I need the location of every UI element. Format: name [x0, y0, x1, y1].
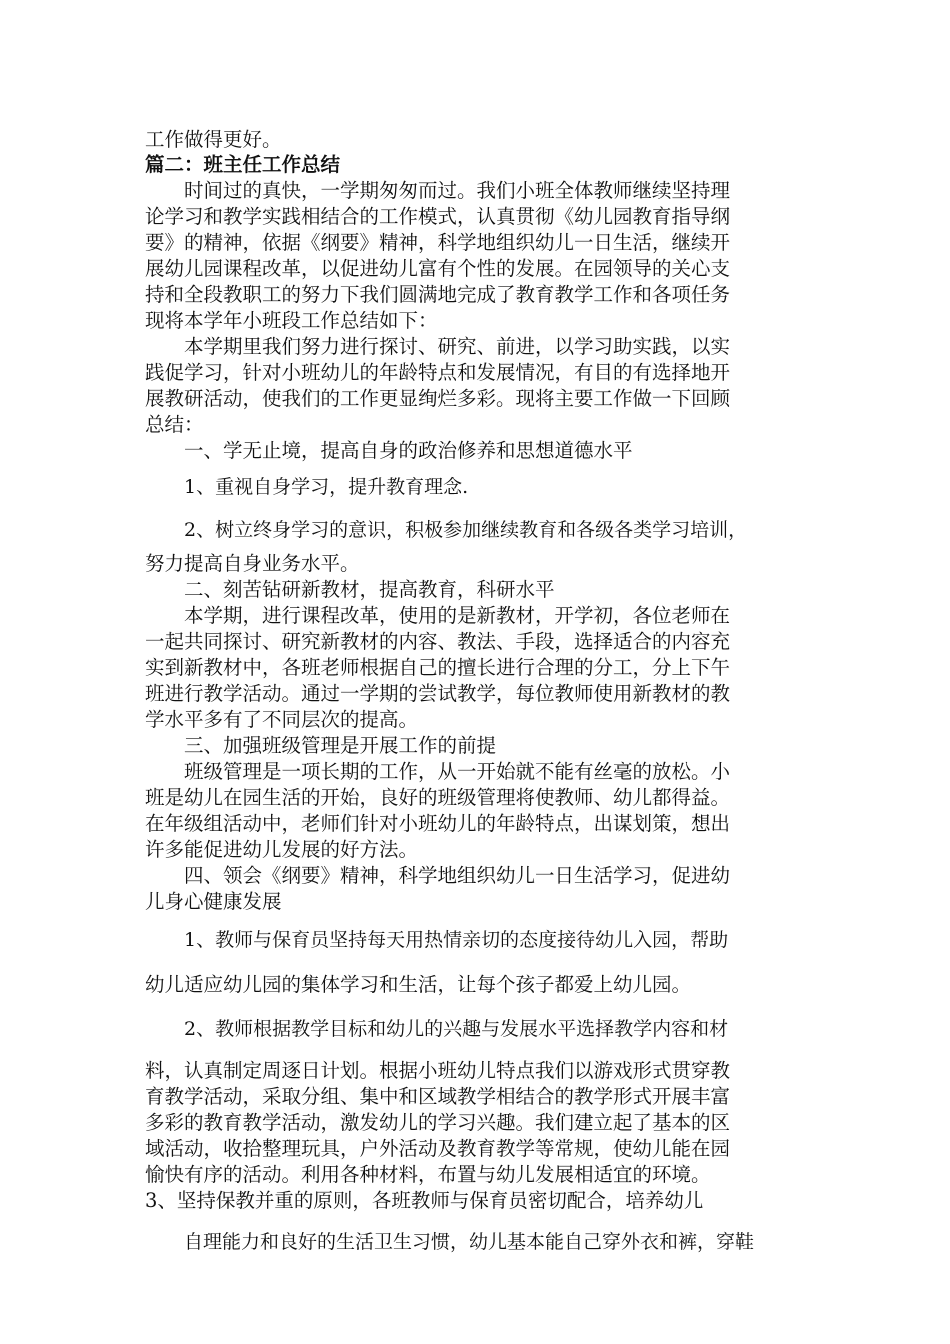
text-line: 展教研活动，使我们的工作更显绚烂多彩。现将主要工作做一下回顾: [145, 387, 731, 410]
subheading: 四、领会《纲要》精神，科学地组织幼儿一日生活学习，促进幼: [184, 864, 731, 887]
text-line: 时间过的真快，一学期匆匆而过。我们小班全体教师继续坚持理: [184, 179, 731, 202]
subheading: 一、学无止境，提高自身的政治修养和思想道德水平: [184, 439, 633, 462]
text-line: 1、教师与保育员坚持每天用热情亲切的态度接待幼儿入园，帮助: [184, 929, 729, 951]
text-line: 班进行教学活动。通过一学期的尝试教学，每位教师使用新教材的教: [145, 682, 731, 705]
text-line: 3、坚持保教并重的原则，各班教师与保育员密切配合，培养幼儿: [145, 1189, 704, 1212]
text-line: 幼儿适应幼儿园的集体学习和生活，让每个孩子都爱上幼儿园。: [145, 973, 692, 996]
text-line: 愉快有序的活动。利用各种材料，布置与幼儿发展相适宜的环境。: [145, 1163, 711, 1186]
text-line: 在年级组活动中，老师们针对小班幼儿的年龄特点，出谋划策，想出: [145, 812, 731, 835]
text-line: 2、树立终身学习的意识，积极参加继续教育和各级各类学习培训，: [184, 519, 748, 541]
subheading: 二、刻苦钻研新教材，提高教育，科研水平: [184, 578, 555, 601]
text-line: 一起共同探讨、研究新教材的内容、教法、手段，选择适合的内容充: [145, 630, 731, 653]
text-line: 多彩的教育教学活动，激发幼儿的学习兴趣。我们建立起了基本的区: [145, 1111, 731, 1134]
text-line: 许多能促进幼儿发展的好方法。: [145, 838, 419, 861]
text-line: 现将本学年小班段工作总结如下：: [145, 309, 438, 332]
text-line: 践促学习，针对小班幼儿的年龄特点和发展情况，有目的有选择地开: [145, 361, 731, 384]
text-line: 展幼儿园课程改革，以促进幼儿富有个性的发展。在园领导的关心支: [145, 257, 731, 280]
text-line: 论学习和教学实践相结合的工作模式，认真贯彻《幼儿园教育指导纲: [145, 205, 731, 228]
text-line: 2、教师根据教学目标和幼儿的兴趣与发展水平选择教学内容和材: [184, 1018, 729, 1040]
text-line: 儿身心健康发展: [145, 890, 282, 913]
text-line: 持和全段教职工的努力下我们圆满地完成了教育教学工作和各项任务: [145, 283, 731, 306]
subheading: 三、加强班级管理是开展工作的前提: [184, 734, 497, 757]
text-line: 班是幼儿在园生活的开始，良好的班级管理将使教师、幼儿都得益。: [145, 786, 731, 809]
text-line: 域活动，收拾整理玩具，户外活动及教育教学等常规，使幼儿能在园: [145, 1137, 731, 1160]
text-line: 实到新教材中，各班老师根据自己的擅长进行合理的分工，分上下午: [145, 656, 731, 679]
text-line: 料，认真制定周逐日计划。根据小班幼儿特点我们以游戏形式贯穿教: [145, 1059, 731, 1082]
text-line: 自理能力和良好的生活卫生习惯，幼儿基本能自己穿外衣和裤，穿鞋: [184, 1231, 755, 1253]
text-line: 本学期里我们努力进行探讨、研究、前进，以学习助实践，以实: [184, 335, 731, 358]
text-line: 1、重视自身学习，提升教育理念.: [184, 476, 469, 498]
text-line: 本学期，进行课程改革，使用的是新教材，开学初，各位老师在: [184, 604, 731, 627]
text-line: 工作做得更好。: [145, 128, 282, 151]
text-line: 学水平多有了不同层次的提高。: [145, 708, 419, 731]
section-heading: 篇二：班主任工作总结: [145, 153, 341, 176]
text-line: 育教学活动，采取分组、集中和区域教学相结合的教学形式开展丰富: [145, 1085, 731, 1108]
text-line: 要》的精神，依据《纲要》精神，科学地组织幼儿一日生活，继续开: [145, 231, 731, 254]
text-line: 总结：: [145, 413, 204, 436]
text-line: 班级管理是一项长期的工作，从一开始就不能有丝毫的放松。小: [184, 760, 731, 783]
text-line: 努力提高自身业务水平。: [145, 552, 360, 575]
